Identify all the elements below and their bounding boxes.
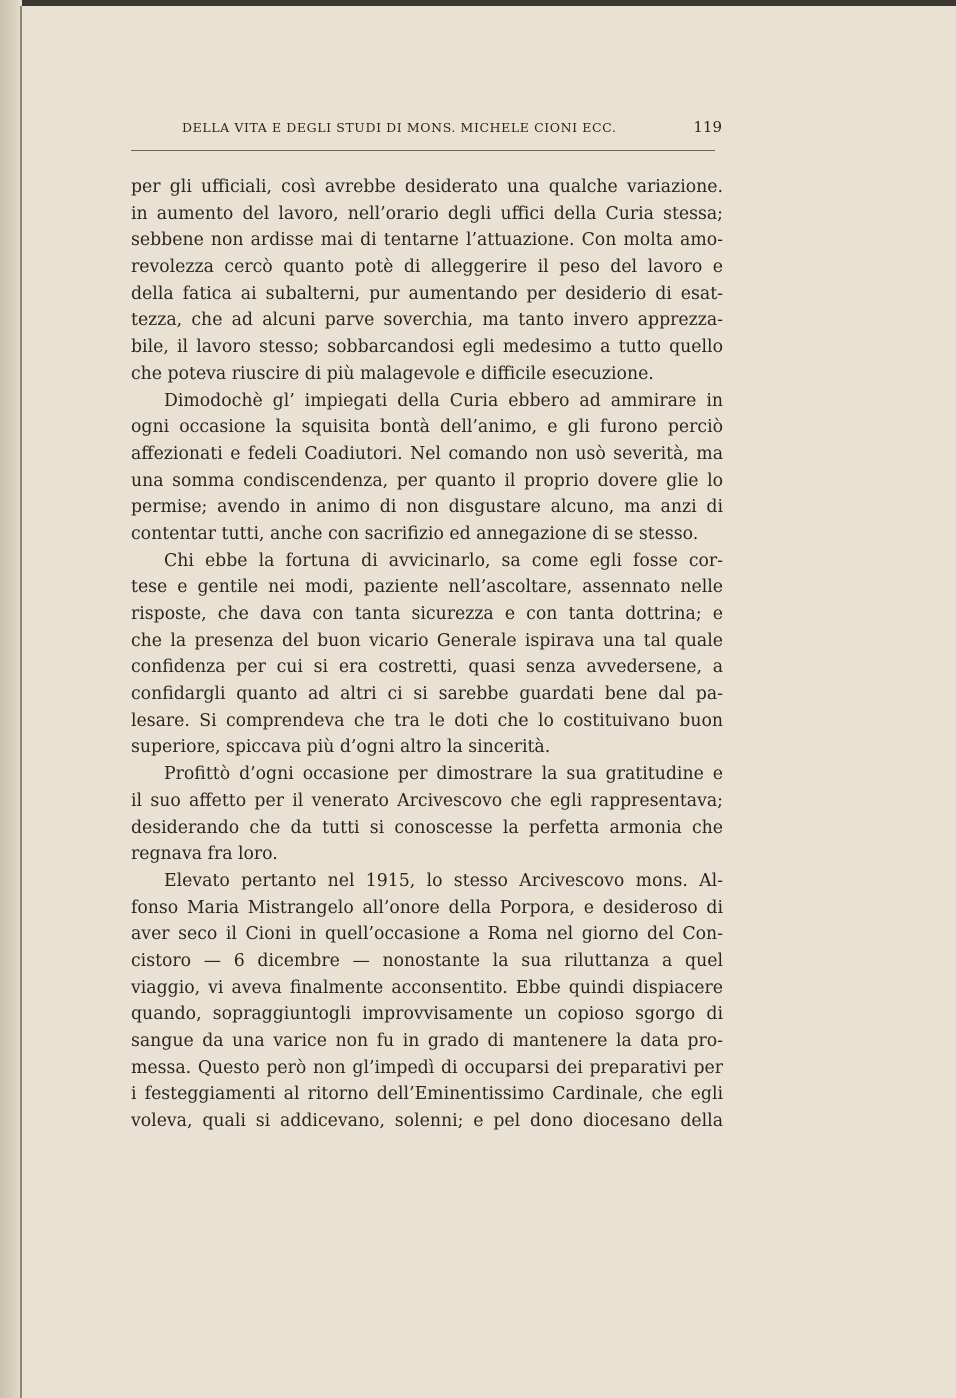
text-line: il suo affetto per il venerato Arcivescovo che egli rappresentava; (131, 790, 723, 811)
header-rule (131, 150, 715, 151)
text-line: messa. Questo però non gl’impedì di occuparsi dei preparativi per (131, 1057, 723, 1078)
text-line: Dimodochè gl’ impiegati della Curia ebbero ad ammirare in (164, 390, 723, 411)
text-line: fonso Maria Mistrangelo all’onore della Porpora, e desideroso di (131, 897, 723, 918)
body-text (131, 174, 723, 1135)
text-line: contentar tutti, anche con sacrifizio ed annegazione di se stesso. (131, 523, 699, 544)
text-line: della fatica ai subalterni, pur aumentando per desiderio di esat- (131, 283, 723, 304)
text-line: voleva, quali si addicevano, solenni; e pel dono diocesano della (131, 1111, 723, 1132)
text-line: in aumento del lavoro, nell’orario degli uffici della Curia stessa; (131, 203, 723, 224)
text-line: aver seco il Cioni in quell’occasione a Roma nel giorno del Con- (131, 924, 723, 945)
text-line: i festeggiamenti al ritorno dell’Eminentissimo Cardinale, che egli (131, 1084, 723, 1105)
running-title: DELLA VITA E DEGLI STUDI DI MONS. MICHELE CIONI ECC. (182, 120, 617, 135)
text-line: regnava fra loro. (131, 844, 278, 865)
text-line: viaggio, vi aveva finalmente acconsentito. Ebbe quindi dispiacere (131, 977, 723, 998)
text-line: lesare. Si comprendeva che tra le doti che lo costituivano buon (131, 710, 723, 731)
text-line: cistoro — 6 dicembre — nonostante la sua riluttanza a quel (131, 950, 723, 971)
text-line: tezza, che ad alcuni parve soverchia, ma tanto invero apprezza- (131, 310, 723, 331)
text-line: Chi ebbe la fortuna di avvicinarlo, sa come egli fosse cor- (164, 550, 723, 571)
text-line: che poteva riuscire di più malagevole e difficile esecuzione. (131, 363, 654, 384)
text-line: permise; avendo in animo di non disgustare alcuno, ma anzi di (131, 497, 723, 518)
text-line: confidenza per cui si era costretti, quasi senza avvedersene, a (131, 657, 723, 678)
text-line: desiderando che da tutti si conoscesse la perfetta armonia che (131, 817, 723, 838)
text-line: bile, il lavoro stesso; sobbarcandosi egli medesimo a tutto quello (131, 337, 723, 358)
running-head (182, 118, 722, 140)
text-line: una somma condiscendenza, per quanto il proprio dovere glie lo (131, 470, 723, 491)
page-number: 119 (693, 118, 722, 136)
text-line: sebbene non ardisse mai di tentarne l’attuazione. Con molta amo- (131, 230, 723, 251)
text-line: confidargli quanto ad altri ci si sarebbe guardati bene dal pa- (131, 684, 723, 705)
text-line: tese e gentile nei modi, paziente nell’ascoltare, assennato nelle (131, 577, 723, 598)
text-line: quando, sopraggiuntogli improvvisamente un copioso sgorgo di (131, 1004, 723, 1025)
text-line: superiore, spiccava più d’ogni altro la sincerità. (131, 737, 551, 758)
text-line: ogni occasione la squisita bontà dell’animo, e gli furono perciò (131, 417, 723, 438)
text-line: risposte, che dava con tanta sicurezza e con tanta dottrina; e (131, 604, 723, 624)
text-line: revolezza cercò quanto potè di alleggerire il peso del lavoro e (131, 257, 723, 278)
text-line: che la presenza del buon vicario Generale ispirava una tal quale (131, 630, 723, 651)
text-line: sangue da una varice non fu in grado di mantenere la data pro- (131, 1031, 723, 1051)
text-line: per gli ufficiali, così avrebbe desiderato una qualche variazione. (131, 177, 723, 197)
text-line: Profittò d’ogni occasione per dimostrare la sua gratitudine e (164, 764, 723, 785)
text-line: Elevato pertanto nel 1915, lo stesso Arcivescovo mons. Al- (164, 870, 723, 891)
text-line: affezionati e fedeli Coadiutori. Nel comando non usò severità, ma (131, 443, 723, 464)
